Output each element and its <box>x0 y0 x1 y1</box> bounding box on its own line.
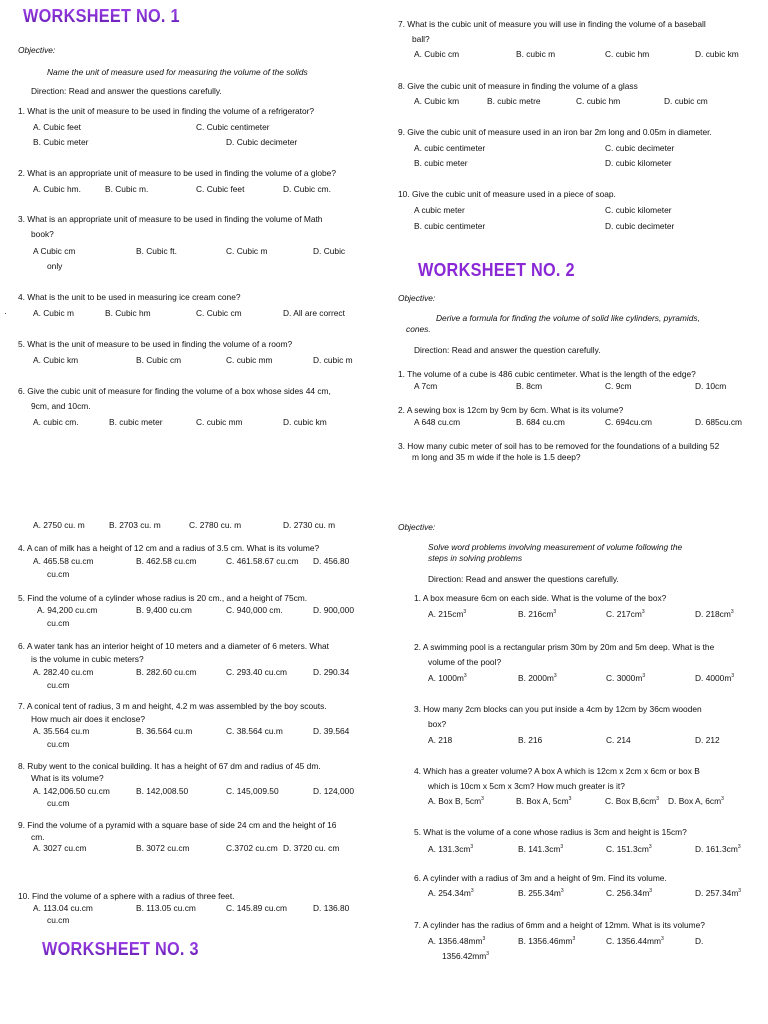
ws2-q6-d-cont: cu.cm <box>47 680 70 690</box>
ws1-objective-label: Objective: <box>18 45 56 55</box>
ws3-q7-d-cont: $1356.42mm^3$ <box>442 951 490 961</box>
ws3-q7-a: A. $1356.48mm^3$ <box>428 936 486 946</box>
ws3-q6-b: B. $255.34m^3$ <box>518 888 564 898</box>
ws1-q4-c: C. Cubic cm <box>196 308 242 318</box>
ws2-q4-d: D. 456.80 <box>313 556 350 566</box>
ws1-q8-d: D. cubic cm <box>664 96 708 106</box>
ws2-q2-c: C. 694cu.cm <box>605 417 653 427</box>
ws3-q7-c: C. $1356.44mm^3$ <box>606 936 664 946</box>
ws1-q2-b: B. Cubic m. <box>105 184 149 194</box>
ws3-q2-d: D. $4000m^3$ <box>695 673 735 683</box>
ws3-q1-d: D. $218cm^3$ <box>695 609 734 619</box>
ws1-q6-d: D. cubic km <box>283 417 327 427</box>
ws1-q5-c: C. cubic mm <box>226 355 273 365</box>
ws3-q5-b: B. $141.3cm^3$ <box>518 844 564 854</box>
ws1-q6-line1: 6. Give the cubic unit of measure for finding the volume of a box whose sides 44 cm, <box>18 386 331 396</box>
worksheet-1-title: WORKSHEET NO. 1 <box>23 5 180 26</box>
ws1-q2-d: D. Cubic cm. <box>283 184 331 194</box>
ws3-objective-line2: steps in solving problems <box>428 553 523 563</box>
ws2-q6-b: B. 282.60 cu.cm <box>136 667 197 677</box>
ws1-q7-a: A. Cubic cm <box>414 49 460 59</box>
ws2-q2-a: A 648 cu.cm <box>414 417 461 427</box>
ws1-q8-a: A. Cubic km <box>414 96 460 106</box>
ws1-q10-a: A cubic meter <box>414 205 465 215</box>
ws2-q3-b: B. 2703 cu. m <box>109 520 161 530</box>
ws2-q3-line1: 3. How many cubic meter of soil has to be removed for the foundations of a building 52 <box>398 441 720 451</box>
ws1-q3-a: A Cubic cm <box>33 246 76 256</box>
ws1-q3-b: B. Cubic ft. <box>136 246 177 256</box>
ws2-q1-a: A 7cm <box>414 381 438 391</box>
ws2-q6-line2: is the volume in cubic meters? <box>31 654 144 664</box>
ws3-q1-a: A. $215cm^3$ <box>428 609 467 619</box>
ws1-q4-a: A. Cubic m <box>33 308 74 318</box>
ws2-q4: 4. A can of milk has a height of 12 cm and a radius of 3.5 cm. What is its volume? <box>18 543 320 553</box>
ws2-objective-line1: Derive a formula for finding the volume of solid like cylinders, pyramids, <box>436 313 700 323</box>
ws3-q5-a: A. $131.3cm^3$ <box>428 844 474 854</box>
ws3-q2-line2: volume of the pool? <box>428 657 502 667</box>
ws2-q5-a: A. 94,200 cu.cm <box>37 605 98 615</box>
ws2-q3-c: C. 2780 cu. m <box>189 520 242 530</box>
ws2-q8-d-cont: cu.cm <box>47 798 70 808</box>
ws1-q10-c: C. cubic kilometer <box>605 205 672 215</box>
ws2-q10-d: D. 136.80 <box>313 903 350 913</box>
ws3-q4-line1: 4. Which has a greater volume? A box A which is 12cm x 2cm x 6cm or box B <box>414 766 700 776</box>
ws1-q6-line2: 9cm, and 10cm. <box>31 401 91 411</box>
ws3-q5-c: C. $151.3cm^3$ <box>606 844 652 854</box>
ws2-q5-c: C. 940,000 cm. <box>226 605 283 615</box>
ws2-q10: 10. Find the volume of a sphere with a radius of three feet. <box>18 891 235 901</box>
ws2-q5-d-cont: cu.cm <box>47 618 70 628</box>
ws2-q6-c: C. 293.40 cu.cm <box>226 667 287 677</box>
ws1-q9: 9. Give the cubic unit of measure used in an iron bar 2m long and 0.05m in diameter. <box>398 127 712 137</box>
ws3-q4-d: D. Box A, $6cm^3$ <box>668 796 724 806</box>
ws1-q1-a: A. Cubic feet <box>33 122 81 132</box>
ws2-q5: 5. Find the volume of a cylinder whose radius is 20 cm., and a height of 75cm. <box>18 593 308 603</box>
ws1-q6-c: C. cubic mm <box>196 417 243 427</box>
ws1-q10: 10. Give the cubic unit of measure used in a piece of soap. <box>398 189 616 199</box>
ws3-q4-b: B. Box A, $5cm^3$ <box>516 796 572 806</box>
ws2-q3-line2: m long and 35 m wide if the hole is 1.5 deep? <box>412 452 581 462</box>
ws1-q1: 1. What is the unit of measure to be used in finding the volume of a refrigerator? <box>18 106 315 116</box>
ws2-direction: Direction: Read and answer the question carefully. <box>414 345 601 355</box>
ws2-q7-b: B. 36.564 cu.m <box>136 726 193 736</box>
ws2-q9-c: C.3702 cu.cm <box>226 843 278 853</box>
ws3-q3-c: C. 214 <box>606 735 631 745</box>
ws3-q7-b: B. $1356.46mm^3$ <box>518 936 576 946</box>
ws3-q3-line2: box? <box>428 719 447 729</box>
ws3-q5: 5. What is the volume of a cone whose radius is 3cm and height is 15cm? <box>414 827 687 837</box>
ws2-q7-d-cont: cu.cm <box>47 739 70 749</box>
ws3-q4-a: A. Box B, $5cm^3$ <box>428 796 484 806</box>
ws2-q9-b: B. 3072 cu.cm <box>136 843 190 853</box>
ws2-q1: 1. The volume of a cube is 486 cubic centimeter. What is the length of the edge? <box>398 369 696 379</box>
ws1-objective-text: Name the unit of measure used for measuring the volume of the solids <box>47 67 308 77</box>
ws3-q4-line2: which is 10cm x 5cm x 3cm? How much greater is it? <box>428 781 625 791</box>
ws3-q7-d: D. <box>695 936 704 946</box>
ws1-q2: 2. What is an appropriate unit of measure to be used in finding the volume of a globe? <box>18 168 336 178</box>
worksheet-2-title: WORKSHEET NO. 2 <box>418 259 575 280</box>
ws2-q7-c: C. 38.564 cu.m <box>226 726 283 736</box>
worksheet-3-title: WORKSHEET NO. 3 <box>42 938 199 959</box>
ws2-q2: 2. A sewing box is 12cm by 9cm by 6cm. What is its volume? <box>398 405 624 415</box>
ws1-q4: 4. What is the unit to be used in measuring ice cream cone? <box>18 292 241 302</box>
ws3-q2-a: A. $1000m^3$ <box>428 673 467 683</box>
ws2-q5-d: D. 900,000 <box>313 605 354 615</box>
ws2-q7-line2: How much air does it enclose? <box>31 714 146 724</box>
ws2-q1-c: C. 9cm <box>605 381 632 391</box>
ws1-q7-b: B. cubic m <box>516 49 556 59</box>
ws2-q8-d: D. 124,000 <box>313 786 354 796</box>
ws2-objective-line2: cones. <box>406 324 431 334</box>
ws1-q8-b: B. cubic metre <box>487 96 541 106</box>
ws2-q10-a: A. 113.04 cu.cm <box>33 903 93 913</box>
ws2-q6-line1: 6. A water tank has an interior height of 10 meters and a diameter of 6 meters. What <box>18 641 329 651</box>
ws2-q3-a: A. 2750 cu. m <box>33 520 85 530</box>
ws3-q6-c: C. $256.34m^3$ <box>606 888 653 898</box>
ws1-q3-d: D. Cubic <box>313 246 346 256</box>
ws1-q5: 5. What is the unit of measure to be used in finding the volume of a room? <box>18 339 293 349</box>
ws1-q2-a: A. Cubic hm. <box>33 184 81 194</box>
ws1-q5-d: D. cubic m <box>313 355 353 365</box>
ws3-objective-label: Objective: <box>398 522 436 532</box>
ws2-q9-a: A. 3027 cu.cm <box>33 843 87 853</box>
ws1-q7-d: D. cubic km <box>695 49 739 59</box>
ws1-q3-c: C. Cubic m <box>226 246 268 256</box>
ws1-q2-c: C. Cubic feet <box>196 184 245 194</box>
ws3-q2-line1: 2. A swimming pool is a rectangular prism 30m by 20m and 5m deep. What is the <box>414 642 715 652</box>
ws1-q3-line1: 3. What is an appropriate unit of measure to be used in finding the volume of Math <box>18 214 323 224</box>
ws1-q9-d: D. cubic kilometer <box>605 158 672 168</box>
ws3-q1: 1. A box measure 6cm on each side. What is the volume of the box? <box>414 593 667 603</box>
ws3-q5-d: D. $161.3cm^3$ <box>695 844 741 854</box>
ws3-objective-line1: Solve word problems involving measurement of volume following the <box>428 542 683 552</box>
ws1-q9-c: C. cubic decimeter <box>605 143 675 153</box>
ws2-q8-line2: What is its volume? <box>31 773 104 783</box>
ws3-q1-b: B. $216cm^3$ <box>518 609 557 619</box>
ws2-q9-d: D. 3720 cu. cm <box>283 843 340 853</box>
ws1-q4-d: D. All are correct <box>283 308 345 318</box>
ws3-direction: Direction: Read and answer the questions carefully. <box>428 574 619 584</box>
ws1-q7-c: C. cubic hm <box>605 49 650 59</box>
ws3-q6: 6. A cylinder with a radius of 3m and a height of 9m. Find its volume. <box>414 873 667 883</box>
ws1-direction: Direction: Read and answer the questions carefully. <box>31 86 222 96</box>
ws3-q6-d: D. $257.34m^3$ <box>695 888 742 898</box>
ws1-q5-b: B. Cubic cm <box>136 355 182 365</box>
ws2-q2-b: B. 684 cu.cm <box>516 417 565 427</box>
ws1-q6-a: A. cubic cm. <box>33 417 79 427</box>
ws1-q1-c: C. Cubic centimeter <box>196 122 270 132</box>
ws2-q10-c: C. 145.89 cu.cm <box>226 903 287 913</box>
ws2-q4-a: A. 465.58 cu.cm <box>33 556 94 566</box>
ws2-q8-line1: 8. Ruby went to the conical building. It has a height of 67 dm and radius of 45 dm. <box>18 761 321 771</box>
ws1-q10-d: D. cubic decimeter <box>605 221 675 231</box>
ws2-q1-b: B. 8cm <box>516 381 543 391</box>
ws3-q6-a: A. $254.34m^3$ <box>428 888 474 898</box>
ws1-q8-c: C. cubic hm <box>576 96 621 106</box>
ws2-q7-line1: 7. A conical tent of radius, 3 m and height, 4.2 m was assembled by the boy scouts. <box>18 701 327 711</box>
ws2-q8-c: C. 145,009.50 <box>226 786 279 796</box>
ws3-q3-a: A. 218 <box>428 735 453 745</box>
ws1-q5-a: A. Cubic km <box>33 355 79 365</box>
ws2-q9-line1: 9. Find the volume of a pyramid with a square base of side 24 cm and the height of 16 <box>18 820 337 830</box>
ws2-q10-b: B. 113.05 cu.cm <box>136 903 196 913</box>
ws2-q8-b: B. 142,008.50 <box>136 786 189 796</box>
ws3-q2-c: C. $3000m^3$ <box>606 673 646 683</box>
ws3-q3-d: D. 212 <box>695 735 720 745</box>
ws2-q4-d-cont: cu.cm <box>47 569 70 579</box>
ws2-q8-a: A. 142,006.50 cu.cm <box>33 786 110 796</box>
ws3-q3-b: B. 216 <box>518 735 543 745</box>
ws2-q2-d: D. 685cu.cm <box>695 417 743 427</box>
ws2-q1-d: D. 10cm <box>695 381 727 391</box>
ws2-objective-label: Objective: <box>398 293 436 303</box>
ws2-q3-d: D. 2730 cu. m <box>283 520 336 530</box>
ws1-q7-line1: 7. What is the cubic unit of measure you will use in finding the volume of a baseball <box>398 19 706 29</box>
ws1-q9-a: A. cubic centimeter <box>414 143 486 153</box>
ws2-q4-b: B. 462.58 cu.cm <box>136 556 197 566</box>
ws1-q3-line2: book? <box>31 229 54 239</box>
ws3-q7: 7. A cylinder has the radius of 6mm and a height of 12mm. What is its volume? <box>414 920 705 930</box>
ws2-q10-d-cont: cu.cm <box>47 915 70 925</box>
ws3-q2-b: B. $2000m^3$ <box>518 673 557 683</box>
ws1-q10-b: B. cubic centimeter <box>414 221 486 231</box>
ws1-q7-line2: ball? <box>412 34 430 44</box>
ws3-q3-line1: 3. How many 2cm blocks can you put inside a 4cm by 12cm by 36cm wooden <box>414 704 702 714</box>
ws1-q1-d: D. Cubic decimeter <box>226 137 298 147</box>
ws1-q8: 8. Give the cubic unit of measure in finding the volume of a glass <box>398 81 638 91</box>
ws1-q4-bullet: · <box>4 308 7 318</box>
ws3-q4-c: C. Box $B,6cm^3$ <box>605 796 659 806</box>
ws2-q5-b: B. 9,400 cu.cm <box>136 605 192 615</box>
ws1-q6-b: B. cubic meter <box>109 417 163 427</box>
ws2-q6-a: A. 282.40 cu.cm <box>33 667 94 677</box>
ws2-q7-d: D. 39.564 <box>313 726 350 736</box>
ws3-q1-c: C. $217cm^3$ <box>606 609 645 619</box>
ws2-q7-a: A. 35.564 cu.m <box>33 726 90 736</box>
ws1-q9-b: B. cubic meter <box>414 158 468 168</box>
ws2-q6-d: D. 290.34 <box>313 667 350 677</box>
ws2-q4-c: C. 461.58.67 cu.cm <box>226 556 299 566</box>
ws1-q1-b: B. Cubic meter <box>33 137 89 147</box>
ws1-q3-d-cont: only <box>47 261 63 271</box>
ws2-q9-line2: cm. <box>31 832 45 842</box>
ws1-q4-b: B. Cubic hm <box>105 308 151 318</box>
